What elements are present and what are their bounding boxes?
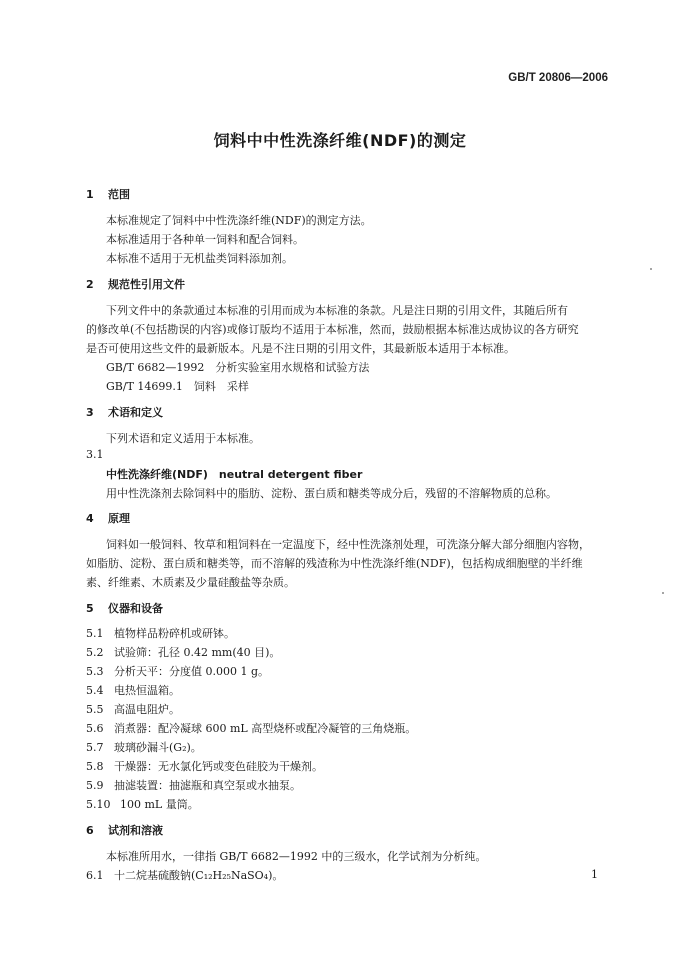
scan-speck bbox=[662, 592, 664, 594]
section-title: 规范性引用文件 bbox=[108, 278, 185, 291]
item-text: 电热恒温箱。 bbox=[114, 684, 180, 697]
equipment-item bbox=[86, 682, 180, 698]
item-text: 分析天平：分度值 0.000 1 g。 bbox=[114, 665, 270, 678]
item-text: 植物样品粉碎机或研钵。 bbox=[114, 627, 235, 640]
item-number: 5.8 bbox=[86, 760, 104, 773]
page-number: 1 bbox=[591, 868, 598, 881]
section-4-line: 饲料如一般饲料、牧草和粗饲料在一定温度下，经中性洗涤剂处理，可洗涤分解大部分细胞内容物， bbox=[106, 538, 590, 551]
item-number: 5.2 bbox=[86, 646, 104, 659]
section-2-heading bbox=[86, 276, 185, 292]
item-number: 5.5 bbox=[86, 703, 104, 716]
item-text: 玻璃砂漏斗(G₂)。 bbox=[114, 741, 202, 754]
equipment-item bbox=[86, 644, 280, 660]
equipment-item bbox=[86, 701, 180, 717]
equipment-item bbox=[86, 663, 269, 679]
section-number: 2 bbox=[86, 278, 94, 291]
section-1-line: 本标准适用于各种单一饲料和配合饲料。 bbox=[106, 233, 304, 246]
section-3-heading bbox=[86, 404, 163, 420]
item-number: 5.10 bbox=[86, 798, 111, 811]
section-title: 原理 bbox=[108, 512, 130, 525]
section-4-line: 如脂肪、淀粉、蛋白质和糖类等，而不溶解的残渣称为中性洗涤纤维(NDF)，包括构成细胞壁的半纤维 bbox=[86, 557, 583, 570]
item-number: 5.7 bbox=[86, 741, 104, 754]
normative-reference: GB/T 14699.1 饲料 采样 bbox=[106, 380, 249, 393]
section-1-line: 本标准不适用于无机盐类饲料添加剂。 bbox=[106, 252, 293, 265]
item-number: 6.1 bbox=[86, 869, 104, 882]
subclause-number: 3.1 bbox=[86, 448, 104, 461]
section-3-intro: 下列术语和定义适用于本标准。 bbox=[106, 432, 260, 445]
item-text: 试验筛：孔径 0.42 mm(40 目)。 bbox=[114, 646, 281, 659]
item-number: 5.4 bbox=[86, 684, 104, 697]
item-text: 抽滤装置：抽滤瓶和真空泵或水抽泵。 bbox=[114, 779, 301, 792]
section-1-heading bbox=[86, 186, 130, 202]
standard-code: GB/T 20806—2006 bbox=[508, 72, 608, 84]
section-6-intro: 本标准所用水，一律指 GB/T 6682—1992 中的三级水，化学试剂为分析纯。 bbox=[106, 850, 487, 863]
section-number: 5 bbox=[86, 602, 94, 615]
section-number: 3 bbox=[86, 406, 94, 419]
section-2-paragraph-line: 下列文件中的条款通过本标准的引用而成为本标准的条款。凡是注日期的引用文件，其随后所有 bbox=[106, 304, 568, 317]
item-number: 5.6 bbox=[86, 722, 104, 735]
section-2-paragraph-line: 是否可使用这些文件的最新版本。凡是不注日期的引用文件，其最新版本适用于本标准。 bbox=[86, 342, 515, 355]
equipment-item bbox=[86, 758, 323, 774]
document-title: 饲料中中性洗涤纤维(NDF)的测定 bbox=[213, 131, 467, 150]
section-1-line: 本标准规定了饲料中中性洗涤纤维(NDF)的测定方法。 bbox=[106, 214, 372, 227]
equipment-item bbox=[86, 625, 235, 641]
section-5-heading bbox=[86, 600, 163, 616]
equipment-item bbox=[86, 796, 199, 812]
item-text: 100 mL 量筒。 bbox=[120, 798, 199, 811]
equipment-item bbox=[86, 720, 416, 736]
item-text: 高温电阻炉。 bbox=[114, 703, 180, 716]
section-title: 仪器和设备 bbox=[108, 602, 163, 615]
term-heading: 中性洗涤纤维(NDF) neutral detergent fiber bbox=[106, 468, 363, 481]
section-title: 范围 bbox=[108, 188, 130, 201]
normative-reference: GB/T 6682—1992 分析实验室用水规格和试验方法 bbox=[106, 361, 370, 374]
item-number: 5.9 bbox=[86, 779, 104, 792]
item-text: 消煮器：配冷凝球 600 mL 高型烧杯或配冷凝管的三角烧瓶。 bbox=[114, 722, 417, 735]
section-4-heading bbox=[86, 510, 130, 526]
scan-speck bbox=[650, 268, 652, 270]
term-definition: 用中性洗涤剂去除饲料中的脂肪、淀粉、蛋白质和糖类等成分后，残留的不溶解物质的总称。 bbox=[106, 487, 557, 500]
section-4-line: 素、纤维素、木质素及少量硅酸盐等杂质。 bbox=[86, 576, 295, 589]
section-6-heading bbox=[86, 822, 163, 838]
section-number: 1 bbox=[86, 188, 94, 201]
item-number: 5.3 bbox=[86, 665, 104, 678]
reagent-item bbox=[86, 867, 283, 883]
section-title: 术语和定义 bbox=[108, 406, 163, 419]
equipment-item bbox=[86, 777, 301, 793]
equipment-item bbox=[86, 739, 202, 755]
section-number: 6 bbox=[86, 824, 94, 837]
section-2-paragraph-line: 的修改单(不包括勘误的内容)或修订版均不适用于本标准，然而，鼓励根据本标准达成协议的各方研究 bbox=[86, 323, 579, 336]
item-number: 5.1 bbox=[86, 627, 104, 640]
item-text: 干燥器：无水氯化钙或变色硅胶为干燥剂。 bbox=[114, 760, 323, 773]
section-title: 试剂和溶液 bbox=[108, 824, 163, 837]
section-number: 4 bbox=[86, 512, 94, 525]
item-text: 十二烷基硫酸钠(C₁₂H₂₅NaSO₄)。 bbox=[114, 869, 284, 882]
